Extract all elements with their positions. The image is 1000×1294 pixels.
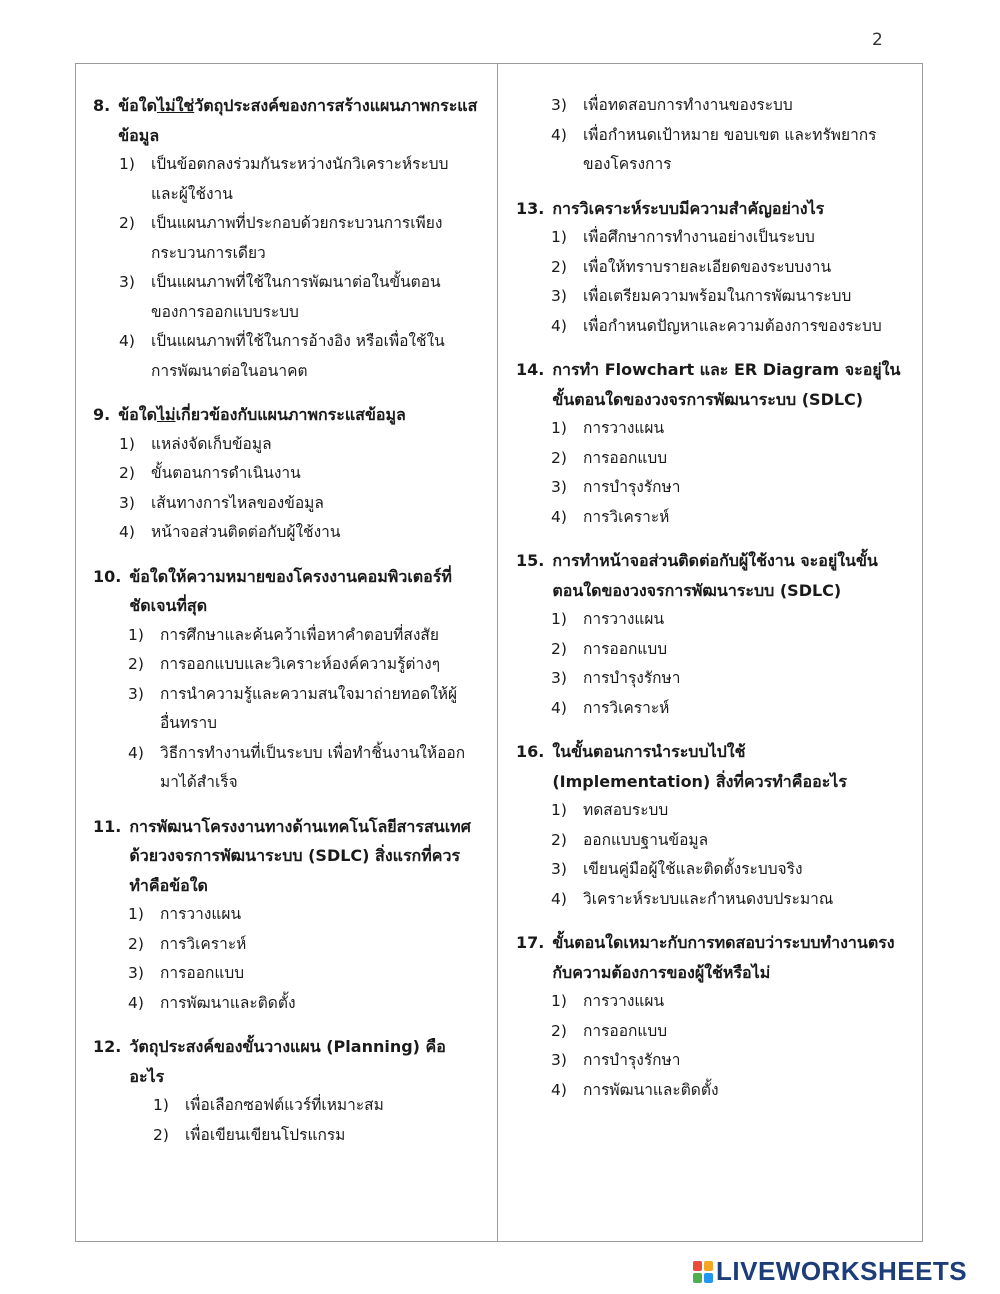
question-number: 15. xyxy=(516,551,545,570)
answer-option xyxy=(551,473,922,503)
option-number: 3) xyxy=(551,1051,567,1069)
option-number: 1) xyxy=(551,992,567,1010)
option-text: การบำรุงรักษา xyxy=(583,1051,681,1069)
answer-option xyxy=(551,444,922,474)
answer-option xyxy=(551,121,922,180)
answer-option xyxy=(551,885,922,915)
option-text: เพื่อทดสอบการทำงานของระบบ xyxy=(583,96,793,114)
option-text: ออกแบบฐานข้อมูล xyxy=(583,830,709,849)
option-text: หน้าจอส่วนติดต่อกับผู้ใช้งาน xyxy=(151,523,341,541)
question-head xyxy=(516,194,922,224)
question-number: 8. xyxy=(93,96,111,115)
question-number: 17. xyxy=(516,933,545,952)
answer-option xyxy=(551,855,922,885)
option-text: การบำรุงรักษา xyxy=(583,669,681,687)
question-12 xyxy=(93,1032,497,1150)
option-text: เพื่อเตรียมความพร้อมในการพัฒนาระบบ xyxy=(583,287,852,305)
option-number: 2) xyxy=(551,1021,567,1040)
option-number: 2) xyxy=(153,1125,169,1144)
logo-text: LIVEWORKSHEETS xyxy=(716,1256,968,1286)
option-text: เพื่อกำหนดปัญหาและความต้องการของระบบ xyxy=(583,316,882,335)
option-number: 1) xyxy=(119,155,135,173)
option-text: การออกแบบ xyxy=(583,448,668,467)
question-text xyxy=(129,562,497,621)
option-list xyxy=(516,605,922,723)
option-text: เส้นทางการไหลของข้อมูล xyxy=(151,493,324,512)
answer-option xyxy=(551,503,922,533)
option-text: วิเคราะห์ระบบและกำหนดงบประมาณ xyxy=(583,889,834,908)
question-text xyxy=(129,1032,497,1091)
answer-option xyxy=(153,1091,497,1121)
question-14 xyxy=(516,355,922,532)
option-text: การวิเคราะห์ xyxy=(160,934,247,953)
answer-option xyxy=(119,430,497,460)
option-number: 4) xyxy=(551,1080,567,1099)
answer-option xyxy=(551,91,922,121)
option-text: การออกแบบ xyxy=(583,1021,668,1040)
option-text: การพัฒนาและติดตั้ง xyxy=(160,993,296,1012)
question-text xyxy=(118,400,497,430)
option-text: การวางแผน xyxy=(160,905,242,923)
option-number: 2) xyxy=(119,464,135,482)
question-text-part: ข้อใด xyxy=(118,96,157,115)
answer-option xyxy=(119,150,497,209)
answer-option xyxy=(128,989,497,1019)
option-text: เพื่อเลือกซอฟต์แวร์ที่เหมาะสม xyxy=(185,1096,384,1114)
option-number: 1) xyxy=(551,801,567,819)
option-number: 3) xyxy=(551,669,567,687)
option-number: 1) xyxy=(119,434,135,453)
question-16 xyxy=(516,737,922,914)
option-text: การวางแผน xyxy=(583,419,665,437)
answer-option xyxy=(551,796,922,826)
question-text-underlined: ไม่ใช่ xyxy=(156,96,195,115)
option-number: 3) xyxy=(551,860,567,878)
question-number: 16. xyxy=(516,742,545,761)
option-text: การนำความรู้และความสนใจมาถ่ายทอดให้ผู้อื่นทราบ xyxy=(160,684,458,732)
option-text: เป็นข้อตกลงร่วมกันระหว่างนักวิเคราะห์ระบบและผู้ใช้งาน xyxy=(151,155,449,203)
option-text: การออกแบบและวิเคราะห์องค์ความรู้ต่างๆ xyxy=(160,655,441,673)
left-column xyxy=(76,64,498,1241)
answer-option xyxy=(128,680,497,739)
option-number: 3) xyxy=(128,684,144,703)
question-head xyxy=(93,562,497,621)
question-15 xyxy=(516,546,922,723)
option-list xyxy=(516,987,922,1105)
option-number: 1) xyxy=(551,419,567,437)
question-text: การวิเคราะห์ระบบมีความสำคัญอย่างไร xyxy=(552,198,825,218)
question-text-part: การพัฒนาโครงงานทางด้านเทคโนโลยีสารสนเทศด้วยวงจรการพัฒนาระบบ (SDLC) สิ่งแรกที่ควรทำคือข้อใด xyxy=(129,816,471,895)
question-number: 13. xyxy=(516,198,545,218)
answer-option xyxy=(119,489,497,519)
option-number: 4) xyxy=(551,698,567,717)
question-text: การทำหน้าจอส่วนติดต่อกับผู้ใช้งาน จะอยู่ในขั้นตอนใดของวงจรการพัฒนาระบบ (SDLC) xyxy=(552,551,878,600)
option-text: การพัฒนาและติดตั้ง xyxy=(583,1080,719,1099)
option-text: การวิเคราะห์ xyxy=(583,507,670,526)
option-list xyxy=(93,1091,497,1150)
option-number: 1) xyxy=(551,228,567,246)
option-number: 2) xyxy=(551,639,567,658)
answer-option xyxy=(551,987,922,1017)
liveworksheets-logo-icon xyxy=(693,1261,713,1283)
option-text: การวางแผน xyxy=(583,610,665,628)
question-number: 12. xyxy=(93,1037,122,1056)
question-head xyxy=(93,91,497,150)
option-number: 2) xyxy=(119,214,135,232)
question-number: 9. xyxy=(93,405,111,424)
question-9 xyxy=(93,400,497,548)
answer-option xyxy=(551,414,922,444)
option-number: 3) xyxy=(119,493,135,512)
option-text: เป็นแผนภาพที่ประกอบด้วยกระบวนการเพียงกระบวนการเดียว xyxy=(151,214,443,262)
option-list xyxy=(93,430,497,548)
option-number: 4) xyxy=(551,507,567,526)
question-number: 11. xyxy=(93,816,122,836)
option-number: 4) xyxy=(119,523,135,541)
option-list xyxy=(93,900,497,1018)
question-text-underlined: ไม่ xyxy=(156,405,176,424)
question-head xyxy=(93,812,497,901)
option-number: 4) xyxy=(551,125,567,144)
option-number: 1) xyxy=(128,905,144,923)
option-text: การออกแบบ xyxy=(160,964,245,982)
option-number: 2) xyxy=(128,934,144,953)
question-17 xyxy=(516,928,922,1105)
question-number: 14. xyxy=(516,360,545,379)
option-number: 2) xyxy=(551,448,567,467)
option-number: 4) xyxy=(551,316,567,335)
question-text-part: ข้อใดให้ความหมายของโครงงานคอมพิวเตอร์ที่ชัดเจนที่สุด xyxy=(129,566,452,615)
answer-option xyxy=(551,282,922,312)
answer-option xyxy=(551,253,922,283)
option-text: แหล่งจัดเก็บข้อมูล xyxy=(151,434,272,453)
question-head xyxy=(93,1032,497,1091)
option-text: เป็นแผนภาพที่ใช้ในการอ้างอิง หรือเพื่อใช้ในการพัฒนาต่อในอนาคต xyxy=(151,332,445,380)
answer-option xyxy=(551,635,922,665)
option-list xyxy=(516,223,922,341)
answer-option xyxy=(551,664,922,694)
question-text-part: วัตถุประสงค์ของขั้นวางแผน (Planning) คืออะไร xyxy=(129,1037,446,1086)
option-number: 4) xyxy=(128,743,144,762)
option-text: ขั้นตอนการดำเนินงาน xyxy=(151,464,301,482)
question-head xyxy=(516,546,922,605)
answer-option xyxy=(551,1076,922,1106)
answer-option xyxy=(551,223,922,253)
option-number: 1) xyxy=(128,625,144,644)
option-list xyxy=(516,414,922,532)
option-number: 3) xyxy=(128,964,144,982)
question-8 xyxy=(93,91,497,386)
answer-option xyxy=(128,739,497,798)
question-13 xyxy=(516,194,922,342)
option-text: การวิเคราะห์ xyxy=(583,698,670,717)
answer-option xyxy=(128,621,497,651)
option-number: 3) xyxy=(551,96,567,114)
question-text-part: วัตถุประสงค์ของการสร้างแผนภาพกระแสข้อมูล xyxy=(118,96,478,145)
option-number: 4) xyxy=(119,332,135,350)
answer-option xyxy=(119,268,497,327)
question-10 xyxy=(93,562,497,798)
option-text: วิธีการทำงานที่เป็นระบบ เพื่อทำชิ้นงานให้ออกมาได้สำเร็จ xyxy=(160,743,466,791)
answer-option xyxy=(128,959,497,989)
option-number: 1) xyxy=(153,1096,169,1114)
answer-option xyxy=(551,312,922,342)
answer-option xyxy=(119,459,497,489)
question-text-part: เกี่ยวข้องกับแผนภาพกระแสข้อมูล xyxy=(175,405,406,424)
question-number: 10. xyxy=(93,566,122,586)
option-text: เพื่อกำหนดเป้าหมาย ขอบเขต และทรัพยากรของโครงการ xyxy=(583,125,877,173)
question-text: ในขั้นตอนการนำระบบไปใช้ (Implementation) สิ่งที่ควรทำคืออะไร xyxy=(552,742,847,791)
option-list xyxy=(93,150,497,386)
option-text: เพื่อให้ทราบรายละเอียดของระบบงาน xyxy=(583,257,832,276)
answer-option xyxy=(119,209,497,268)
option-number: 2) xyxy=(551,257,567,276)
option-number: 3) xyxy=(119,273,135,291)
option-text: เพื่อเขียนเขียนโปรแกรม xyxy=(185,1125,346,1144)
option-number: 4) xyxy=(128,993,144,1012)
option-number: 1) xyxy=(551,610,567,628)
answer-option xyxy=(119,327,497,386)
option-number: 3) xyxy=(551,478,567,496)
question-text: ขั้นตอนใดเหมาะกับการทดสอบว่าระบบทำงานตรงกับความต้องการของผู้ใช้หรือไม่ xyxy=(552,933,895,982)
answer-option xyxy=(119,518,497,548)
page-number: 2 xyxy=(872,30,883,50)
question-text xyxy=(118,91,497,150)
answer-option xyxy=(551,826,922,856)
option-text: การบำรุงรักษา xyxy=(583,478,681,496)
answer-option xyxy=(551,694,922,724)
answer-option xyxy=(153,1121,497,1151)
question-head xyxy=(516,355,922,414)
answer-option xyxy=(551,1046,922,1076)
quiz-frame xyxy=(75,63,923,1242)
option-text: เขียนคู่มือผู้ใช้และติดตั้งระบบจริง xyxy=(583,860,803,878)
liveworksheets-logo xyxy=(693,1256,967,1287)
question-text xyxy=(129,812,497,901)
question-text: การทำ Flowchart และ ER Diagram จะอยู่ในขั้นตอนใดของวงจรการพัฒนาระบบ (SDLC) xyxy=(552,360,901,409)
answer-option xyxy=(551,1017,922,1047)
answer-option xyxy=(128,930,497,960)
option-text: เพื่อศึกษาการทำงานอย่างเป็นระบบ xyxy=(583,228,815,246)
answer-option xyxy=(551,605,922,635)
option-text: เป็นแผนภาพที่ใช้ในการพัฒนาต่อในขั้นตอนของการออกแบบระบบ xyxy=(151,273,441,321)
option-list xyxy=(93,621,497,798)
question-head xyxy=(516,737,922,796)
question-head xyxy=(93,400,497,430)
option-number: 2) xyxy=(551,830,567,849)
right-column xyxy=(498,64,922,1241)
option-number: 4) xyxy=(551,889,567,908)
option-list xyxy=(516,796,922,914)
option-text: การวางแผน xyxy=(583,992,665,1010)
option-text: การออกแบบ xyxy=(583,639,668,658)
continued-options xyxy=(516,91,922,180)
option-number: 2) xyxy=(128,655,144,673)
option-number: 3) xyxy=(551,287,567,305)
answer-option xyxy=(128,900,497,930)
question-11 xyxy=(93,812,497,1019)
question-head xyxy=(516,928,922,987)
question-text-part: ข้อใด xyxy=(118,405,157,424)
option-text: ทดสอบระบบ xyxy=(583,801,669,819)
answer-option xyxy=(128,650,497,680)
option-text: การศึกษาและค้นคว้าเพื่อหาคำตอบที่สงสัย xyxy=(160,625,439,644)
